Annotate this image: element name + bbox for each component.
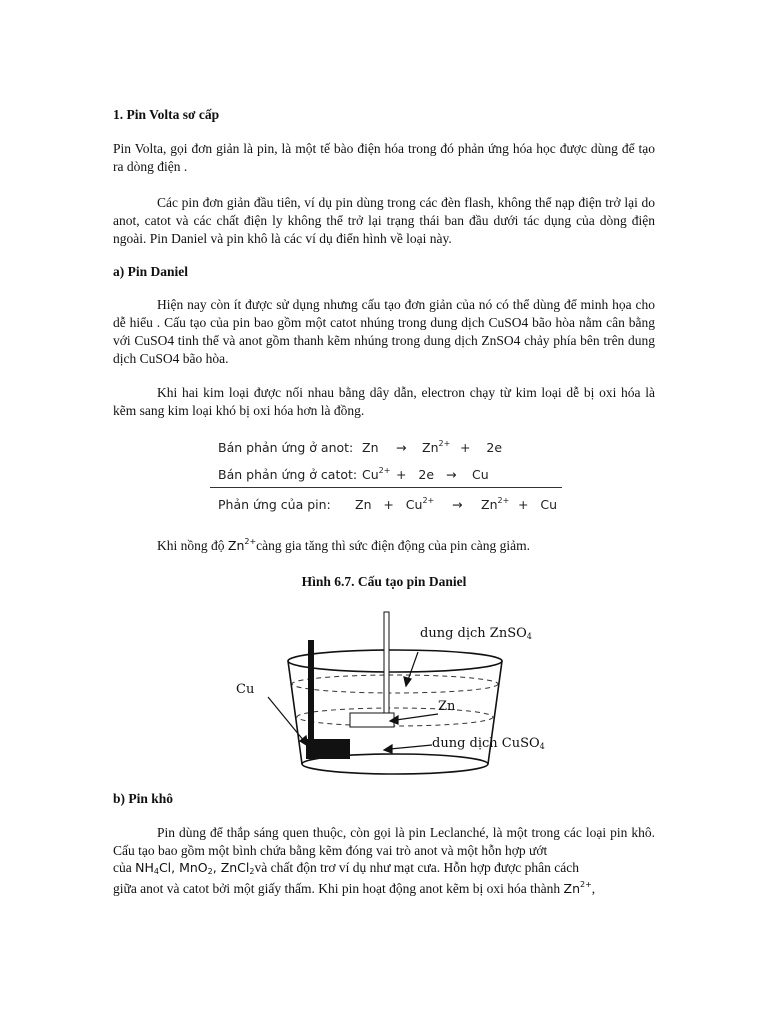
figure-caption: Hình 6.7. Cấu tạo pin Daniel [301, 574, 467, 589]
dry-ion: Zn [563, 881, 580, 896]
cu-electrode-plate [306, 739, 350, 759]
paragraph-electron: Khi hai kim loại được nối nhau bằng dây dẫn, electron chạy từ kim loại dễ bị oxi hóa là kẽm sang kim loại khó bị oxi hóa hơn là đồng. [113, 385, 655, 418]
chem-mno: Cl, MnO [158, 860, 208, 875]
zn-charge: 2+ [497, 496, 510, 505]
dry-of: của [113, 860, 132, 875]
label-zn: Zn [438, 699, 456, 714]
label-cuso4-text: dung dịch CuSO [432, 736, 540, 751]
paragraph-concentration [157, 538, 530, 554]
label-znso4 [420, 626, 532, 641]
chem-zncl: , ZnCl [212, 860, 250, 875]
paragraph-daniel: Hiện nay còn ít được sử dụng nhưng cấu tạo đơn giản của nó có thể dùng để minh họa cho dễ hiểu . Cấu tạo của pin bao gồm một catot nhúng trong dung dịch CuSO4 bão hòa nằm cân bằng với CuSO4 tinh thể và anot gồm thanh kẽm nhúng trong dung dịch ZnSO4 chảy phía bên trên dung dịch CuSO4 bão hòa. [113, 297, 655, 366]
cell-label: Phản ứng của pin: [218, 497, 331, 512]
heading-daniel: a) Pin Daniel [113, 264, 189, 279]
cathode-lhs: Cu [362, 467, 379, 482]
heading-dry-cell: b) Pin khô [113, 791, 174, 806]
paragraph-simple-cells: Các pin đơn giản đầu tiên, ví dụ pin dùng trong các đèn flash, không thể nạp điện trở lại do anot, catot và các chất điện ly không thể trở lại trạng thái ban đầu dưới tác dụng của dòng điện ngoài. Pin Daniel và pin khô là các ví dụ điển hình về loại này. [113, 195, 655, 246]
concentration-pre: Khi nồng độ [157, 538, 225, 553]
cu-charge: 2+ [422, 496, 435, 505]
anode-label: Bán phản ứng ở anot: [218, 440, 354, 455]
dry-text-2: và chất độn trơ ví dụ như mạt cưa. Hỗn hợp được phân cách [254, 860, 580, 875]
label-znso4-text: dung dịch ZnSO [420, 626, 527, 641]
equation-divider [210, 487, 562, 488]
arrow-icon: → [396, 440, 407, 455]
paragraph-volta: Pin Volta, gọi đơn giản là pin, là một tế bào điện hóa trong đó phản ứng hóa học được dùng để tạo ra dòng điện . [113, 141, 655, 174]
zn-electrode-plate [350, 713, 394, 727]
concentration-post: càng gia tăng thì sức điện động của pin càng giảm. [256, 538, 531, 553]
chem-nh: NH [135, 860, 154, 875]
dry-end: , [591, 881, 596, 896]
heading-volta: 1. Pin Volta sơ cấp [113, 107, 220, 122]
chem-zncl-sub: 2 [249, 867, 255, 876]
label-cuso4-sub: 4 [539, 742, 545, 751]
dry-text-3: giữa anot và catot bởi một giấy thấm. Khi pin hoạt động anot kẽm bị oxi hóa thành [113, 881, 561, 896]
label-cu: Cu [236, 682, 255, 697]
paragraph-dry-cell-3 [113, 881, 595, 897]
label-cuso4 [432, 736, 545, 751]
cell-rhs: Zn [481, 497, 498, 512]
anode-rhs: Zn [422, 440, 439, 455]
concentration-ion: Zn [227, 538, 245, 553]
chem-nh-sub: 4 [153, 867, 159, 876]
cathode-rhs: Cu [472, 467, 489, 482]
arrow-icon: → [452, 497, 463, 512]
anode-electrons: + 2e [460, 440, 503, 455]
anode-lhs: Zn [362, 440, 379, 455]
dry-ion-charge: 2+ [580, 880, 592, 889]
zn-electrode-rod [384, 612, 389, 716]
arrow-icon: → [446, 467, 457, 482]
zn-charge: 2+ [438, 439, 451, 448]
cathode-label: Bán phản ứng ở catot: [218, 467, 358, 482]
cu-charge: 2+ [378, 466, 391, 475]
cell-rhs-cu: + Cu [518, 497, 558, 512]
cell-lhs: Zn + Cu [355, 497, 423, 512]
label-znso4-sub: 4 [526, 632, 532, 641]
paragraph-dry-cell-1: Pin dùng để thắp sáng quen thuộc, còn gọi là pin Leclanché, là một trong các loại pin khô. Cấu tạo bao gồm một bình chứa bằng kẽm đóng vai trò anot và một hỗn hợp ướt [113, 825, 655, 858]
chem-mno-sub: 2 [207, 867, 213, 876]
concentration-charge: 2+ [244, 537, 257, 546]
paragraph-dry-cell-2 [113, 860, 658, 876]
cathode-electrons: + 2e [396, 467, 435, 482]
